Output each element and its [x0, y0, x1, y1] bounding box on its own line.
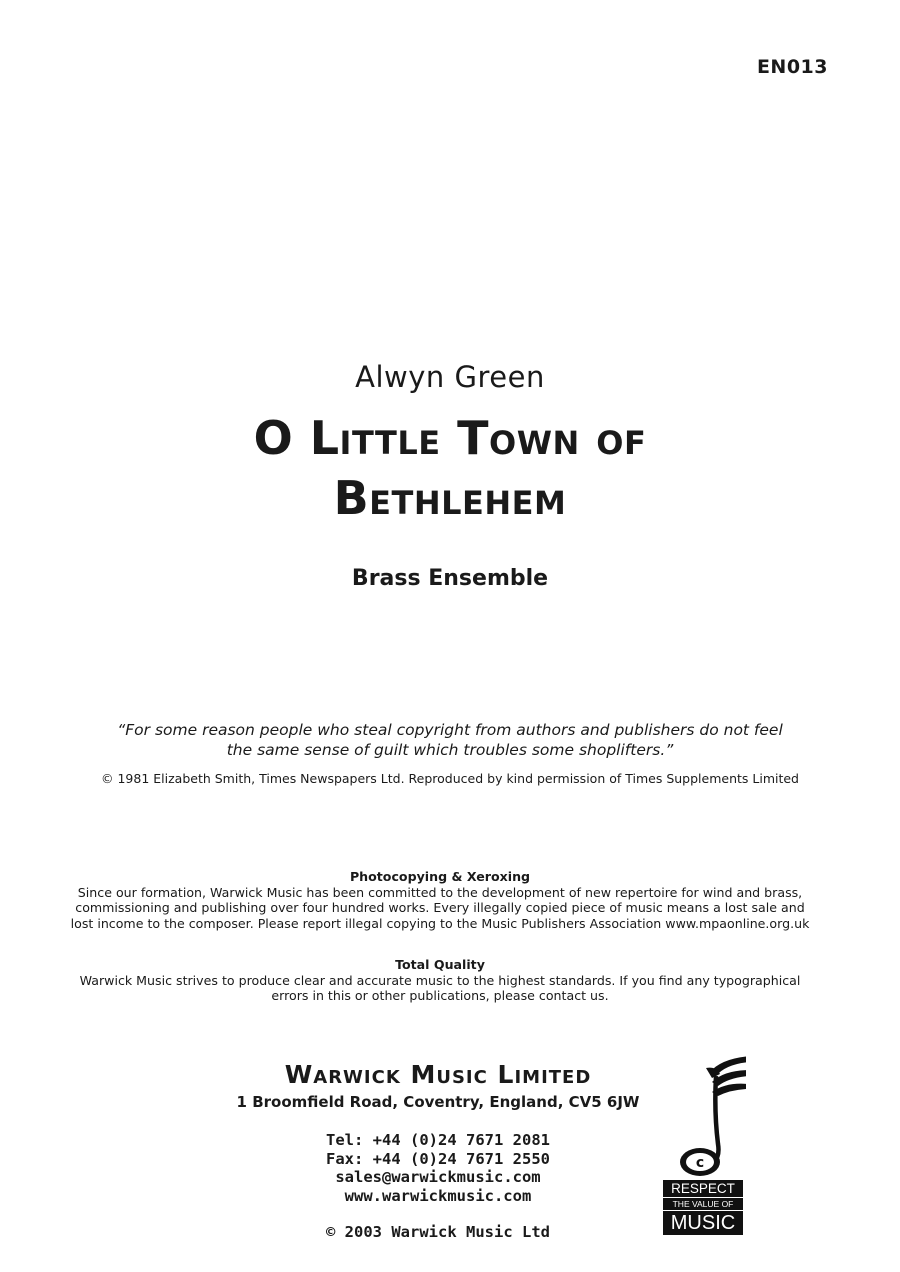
copyright-quote [0, 720, 900, 760]
respect-music-logo [663, 1180, 743, 1235]
logo-line-2: THE VALUE OF [663, 1198, 743, 1211]
photocopying-line-3: lost income to the composer. Please report illegal copying to the Music Publishers Association www.mpaonline.org.uk [70, 915, 810, 931]
publisher-copyright: © 2003 Warwick Music Ltd [326, 1223, 550, 1241]
quote-line-2: the same sense of guilt which troubles some shoplifters.” [226, 741, 674, 759]
logo-line-1: RESPECT [663, 1180, 743, 1198]
title-line-1: O Little Town of [253, 411, 647, 465]
title-line-2: Bethlehem [333, 471, 567, 525]
scoring-label: Brass Ensemble [351, 566, 549, 591]
piece-title [0, 408, 900, 528]
photocopying-notice [70, 869, 810, 931]
catalogue-code: EN013 [756, 56, 828, 78]
quality-notice [70, 957, 810, 1004]
quality-heading: Total Quality [395, 957, 485, 972]
publisher-block [218, 1060, 658, 1241]
quality-line-1: Warwick Music strives to produce clear and accurate music to the highest standards. If you find any typographical [79, 972, 801, 988]
publisher-website[interactable]: www.warwickmusic.com [344, 1186, 532, 1205]
publisher-tel: Tel: +44 (0)24 7671 2081 [326, 1131, 550, 1149]
photocopying-line-2: commissioning and publishing over four hundred works. Every illegally copied piece of music means a lost sale and [75, 900, 805, 915]
quality-line-2: errors in this or other publications, please contact us. [271, 988, 609, 1003]
publisher-address: 1 Broomfield Road, Coventry, England, CV5 6JW [236, 1093, 640, 1111]
publisher-email[interactable]: sales@warwickmusic.com [335, 1168, 541, 1186]
composer-name: Alwyn Green [355, 360, 545, 394]
publisher-fax: Fax: +44 (0)24 7671 2550 [326, 1149, 550, 1168]
quote-credit: © 1981 Elizabeth Smith, Times Newspapers Ltd. Reproduced by kind permission of Times Supplements Limited [101, 771, 799, 786]
publisher-name: Warwick Music Limited [284, 1060, 592, 1089]
photocopying-line-1: Since our formation, Warwick Music has been committed to the development of new repertoire for wind and brass, [77, 884, 803, 900]
photocopying-heading: Photocopying & Xeroxing [349, 869, 531, 884]
svg-text:c: c [695, 1155, 705, 1171]
publisher-contact [218, 1131, 658, 1205]
logo-line-3: MUSIC [670, 1212, 736, 1234]
quote-line-1: “For some reason people who steal copyright from authors and publishers do not feel [117, 721, 783, 739]
